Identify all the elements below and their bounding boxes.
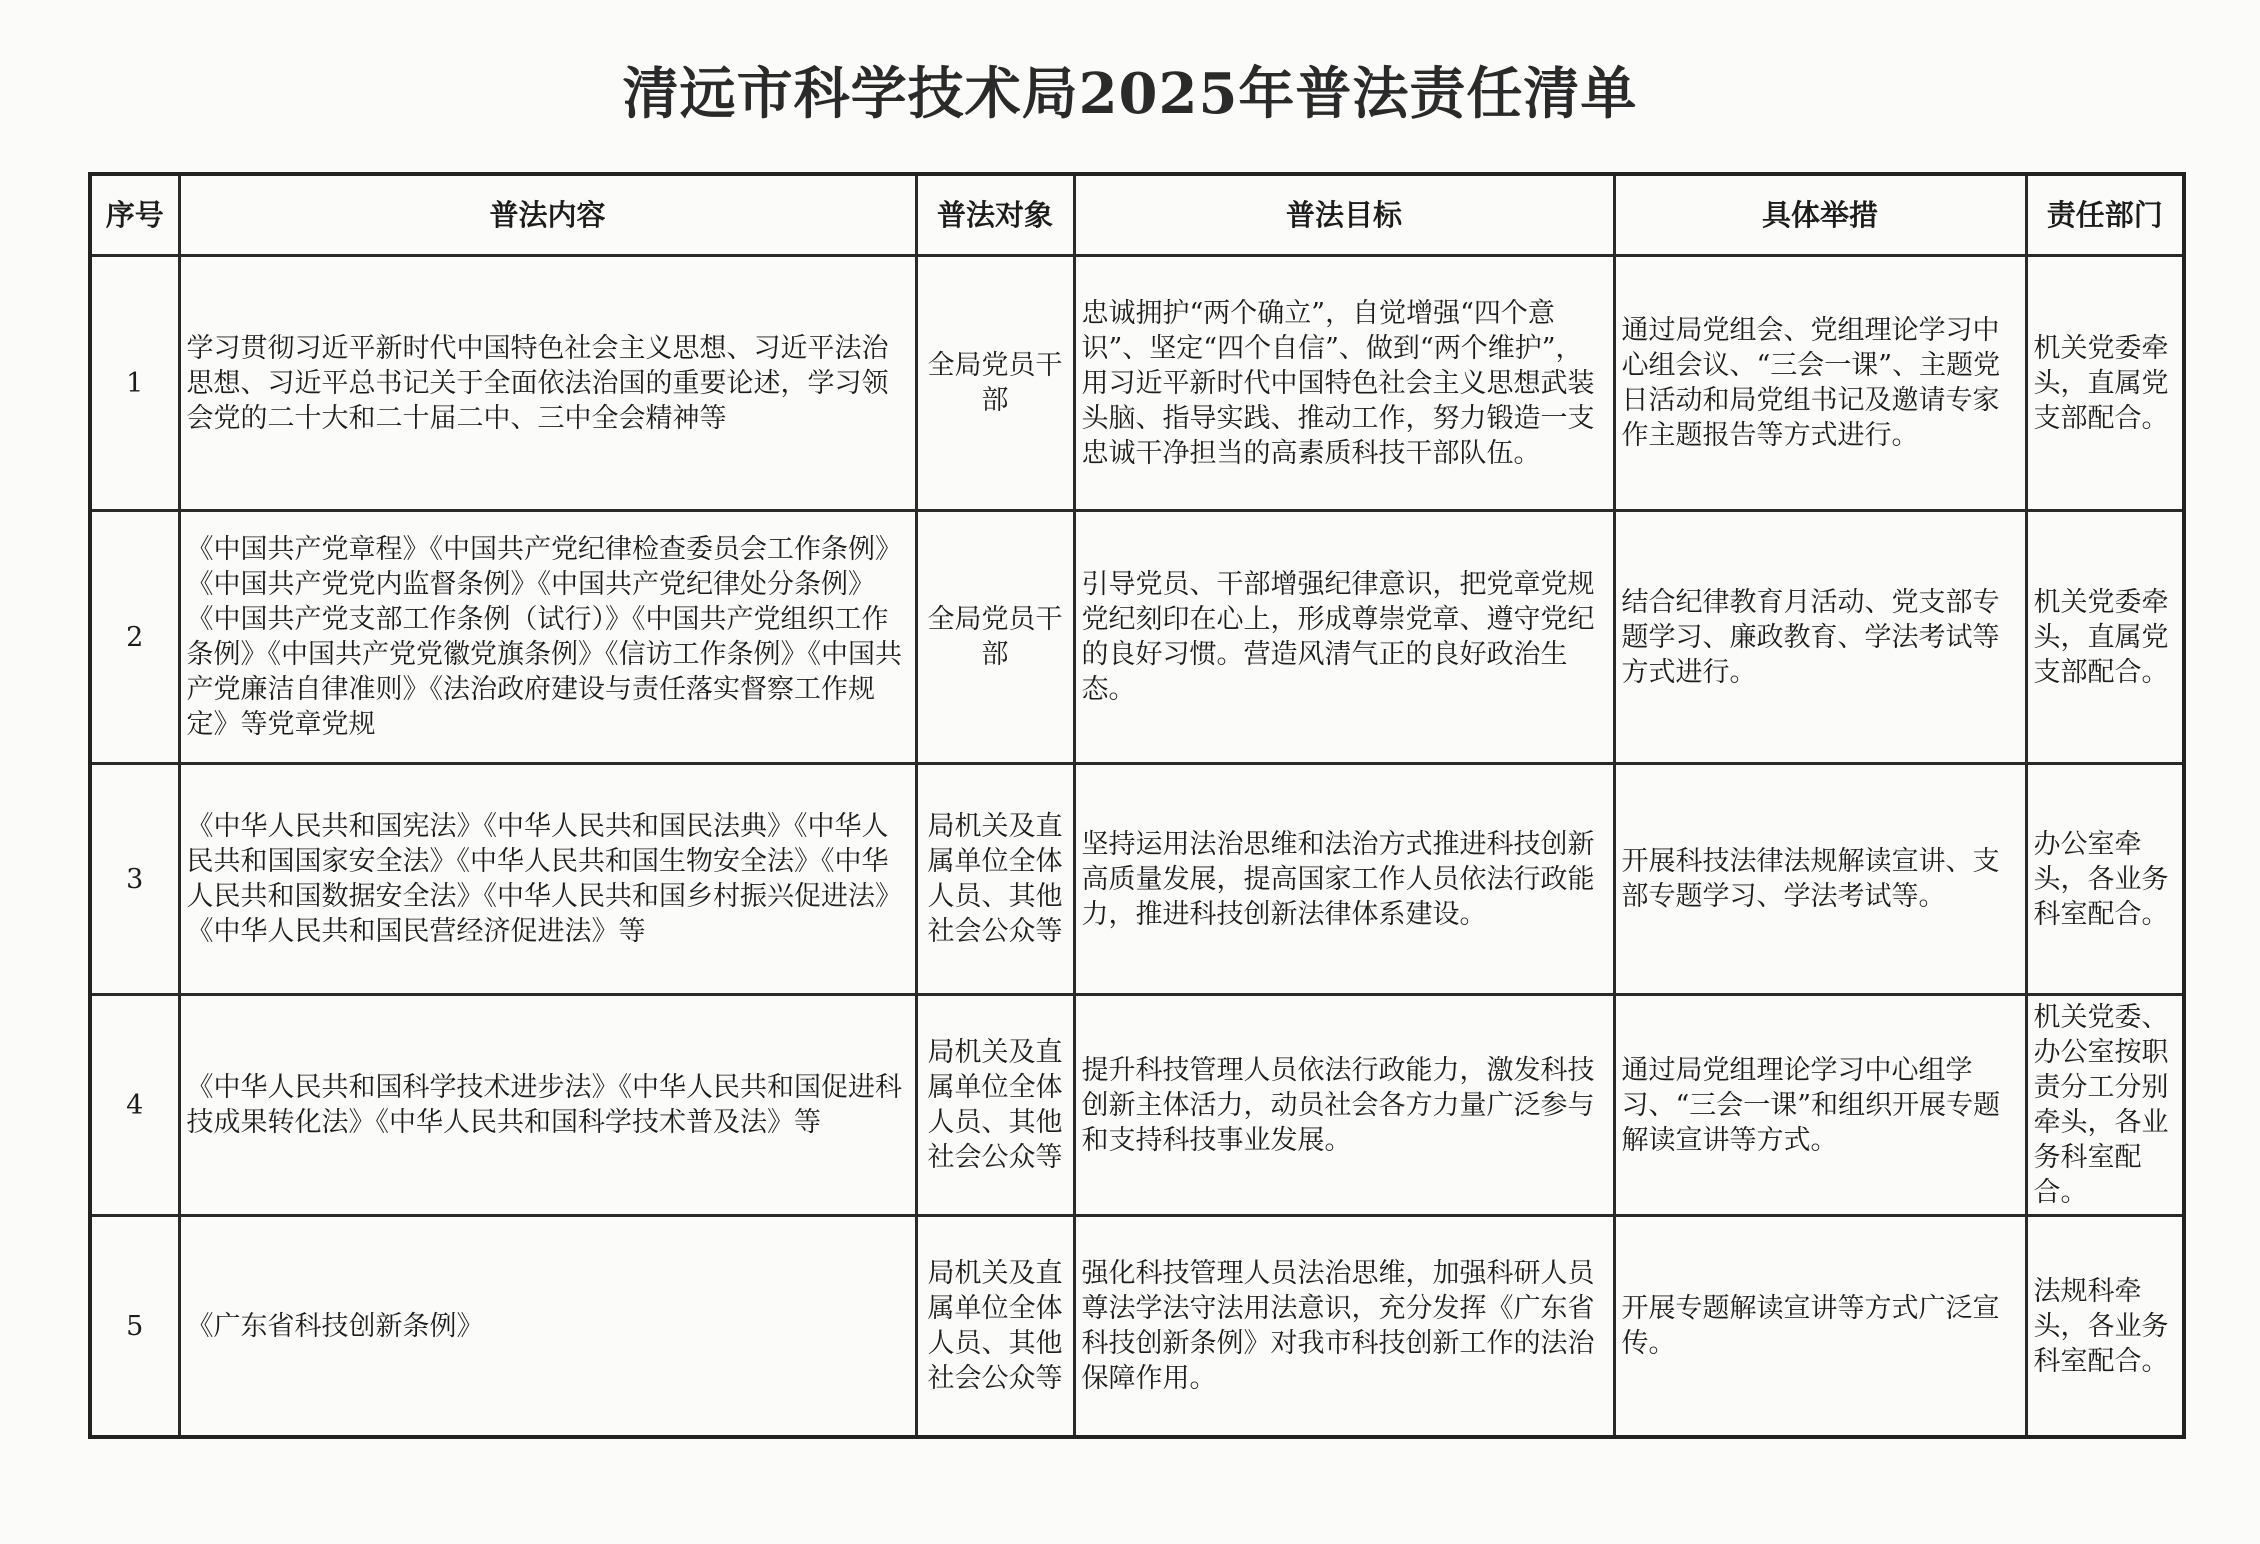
table-row	[90, 256, 2184, 511]
table-row	[90, 1216, 2184, 1438]
cell-content: 《中华人民共和国宪法》《中华人民共和国民法典》《中华人民共和国国家安全法》《中华人民共和国生物安全法》《中华人民共和国数据安全法》《中华人民共和国乡村振兴促进法》《中华人民共和国民营经济促进法》等	[179, 764, 916, 995]
header-content: 普法内容	[179, 174, 916, 256]
document-title: 清远市科学技术局2025年普法责任清单	[622, 61, 1638, 127]
cell-target: 全局党员干部	[916, 511, 1074, 764]
header-goal: 普法目标	[1074, 174, 1614, 256]
cell-dept: 办公室牵头，各业务科室配合。	[2026, 764, 2184, 995]
cell-measure: 通过局党组会、党组理论学习中心组会议、“三会一课”、主题党日活动和局党组书记及邀请专家作主题报告等方式进行。	[1614, 256, 2026, 511]
cell-dept: 机关党委牵头，直属党支部配合。	[2026, 511, 2184, 764]
cell-goal: 引导党员、干部增强纪律意识，把党章党规党纪刻印在心上，形成尊崇党章、遵守党纪的良好习惯。营造风清气正的良好政治生态。	[1074, 511, 1614, 764]
cell-goal: 强化科技管理人员法治思维，加强科研人员尊法学法守法用法意识，充分发挥《广东省科技创新条例》对我市科技创新工作的法治保障作用。	[1074, 1216, 1614, 1438]
cell-measure: 通过局党组理论学习中心组学习、“三会一课”和组织开展专题解读宣讲等方式。	[1614, 995, 2026, 1216]
cell-measure: 结合纪律教育月活动、党支部专题学习、廉政教育、学法考试等方式进行。	[1614, 511, 2026, 764]
cell-goal: 忠诚拥护“两个确立”，自觉增强“四个意识”、坚定“四个自信”、做到“两个维护”，用习近平新时代中国特色社会主义思想武装头脑、指导实践、推动工作，努力锻造一支忠诚干净担当的高素质科技干部队伍。	[1074, 256, 1614, 511]
cell-content: 《中国共产党章程》《中国共产党纪律检查委员会工作条例》《中国共产党党内监督条例》《中国共产党纪律处分条例》《中国共产党支部工作条例（试行）》《中国共产党组织工作条例》《中国共产党党徽党旗条例》《信访工作条例》《中国共产党廉洁自律准则》《法治政府建设与责任落实督察工作规定》等党章党规	[179, 511, 916, 764]
header-measure: 具体举措	[1614, 174, 2026, 256]
cell-content: 《广东省科技创新条例》	[179, 1216, 916, 1438]
cell-content: 《中华人民共和国科学技术进步法》《中华人民共和国促进科技成果转化法》《中华人民共和国科学技术普及法》等	[179, 995, 916, 1216]
responsibility-table	[88, 172, 2186, 1439]
cell-goal: 坚持运用法治思维和法治方式推进科技创新高质量发展，提高国家工作人员依法行政能力，推进科技创新法律体系建设。	[1074, 764, 1614, 995]
cell-target: 全局党员干部	[916, 256, 1074, 511]
cell-measure: 开展科技法律法规解读宣讲、支部专题学习、学法考试等。	[1614, 764, 2026, 995]
cell-no: 5	[90, 1216, 179, 1438]
header-dept: 责任部门	[2026, 174, 2184, 256]
cell-target: 局机关及直属单位全体人员、其他社会公众等	[916, 764, 1074, 995]
cell-dept: 机关党委、办公室按职责分工分别牵头，各业务科室配合。	[2026, 995, 2184, 1216]
table-header-row	[90, 174, 2184, 256]
cell-dept: 机关党委牵头，直属党支部配合。	[2026, 256, 2184, 511]
cell-target: 局机关及直属单位全体人员、其他社会公众等	[916, 995, 1074, 1216]
cell-no: 4	[90, 995, 179, 1216]
cell-target: 局机关及直属单位全体人员、其他社会公众等	[916, 1216, 1074, 1438]
cell-goal: 提升科技管理人员依法行政能力，激发科技创新主体活力，动员社会各方力量广泛参与和支持科技事业发展。	[1074, 995, 1614, 1216]
header-target: 普法对象	[916, 174, 1074, 256]
cell-dept: 法规科牵头，各业务科室配合。	[2026, 1216, 2184, 1438]
cell-no: 1	[90, 256, 179, 511]
table-row	[90, 511, 2184, 764]
table-row	[90, 995, 2184, 1216]
header-no: 序号	[90, 174, 179, 256]
table-row	[90, 764, 2184, 995]
cell-content: 学习贯彻习近平新时代中国特色社会主义思想、习近平法治思想、习近平总书记关于全面依法治国的重要论述，学习领会党的二十大和二十届二中、三中全会精神等	[179, 256, 916, 511]
cell-measure: 开展专题解读宣讲等方式广泛宣传。	[1614, 1216, 2026, 1438]
cell-no: 2	[90, 511, 179, 764]
cell-no: 3	[90, 764, 179, 995]
